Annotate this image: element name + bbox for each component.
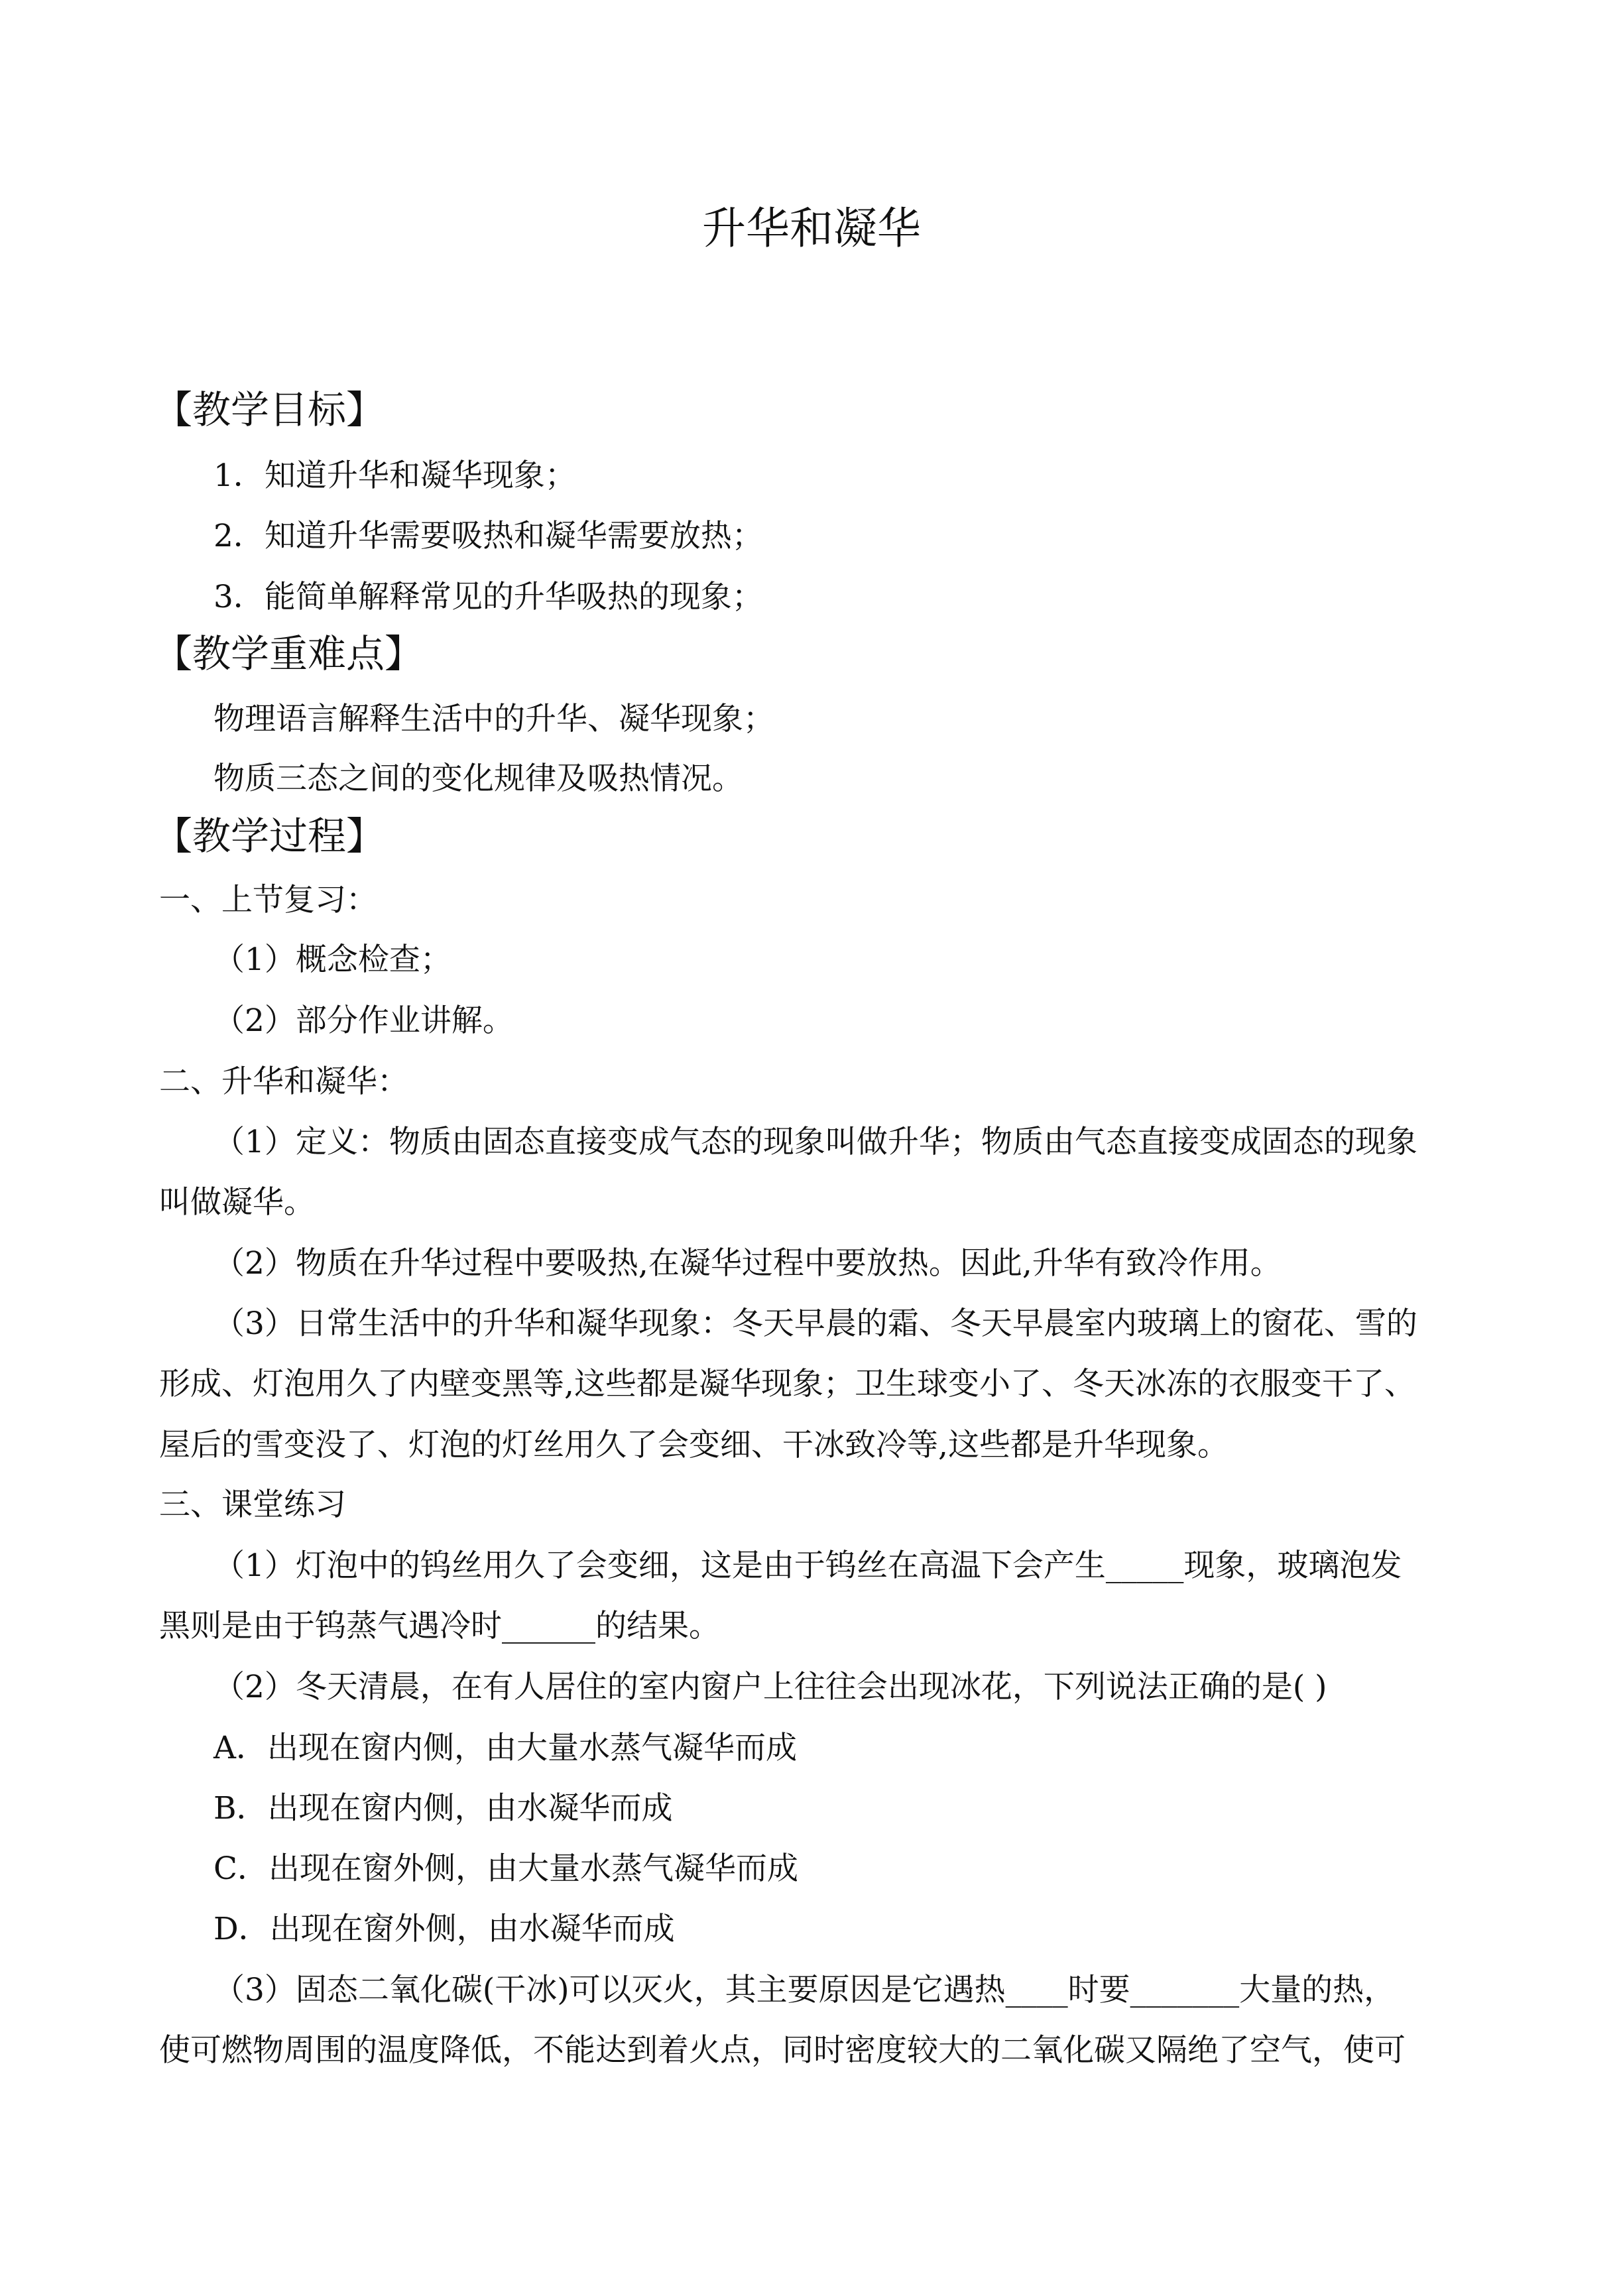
review-heading: 一、上节复习： [159,882,377,918]
key-point-2: 物质三态之间的变化规律及吸热情况。 [213,760,743,797]
goal-item-1: 1．知道升华和凝华现象； [213,457,576,494]
daily-phenomena-line-2: 形成、灯泡用久了内壁变黑等,这些都是凝华现象；卫生球变小了、冬天冰冻的衣服变干了、 [159,1366,1415,1402]
heat-statement: （2）物质在升华过程中要吸热,在凝华过程中要放热。因此,升华有致冷作用。 [213,1245,1282,1282]
daily-phenomena-line-1: （3）日常生活中的升华和凝华现象：冬天早晨的霜、冬天早晨室内玻璃上的窗花、雪的 [213,1305,1417,1342]
practice-heading: 三、课堂练习 [159,1486,346,1523]
key-point-1: 物理语言解释生活中的升华、凝华现象； [213,701,774,737]
section-heading-process: 【教学过程】 [154,814,385,859]
page-title: 升华和凝华 [702,203,921,254]
definition-line-1: （1）定义：物质由固态直接变成气态的现象叫做升华；物质由气态直接变成固态的现象 [213,1124,1417,1160]
question-2-option-b: B．出现在窗内侧，由水凝华而成 [213,1790,673,1827]
daily-phenomena-line-3: 屋后的雪变没了、灯泡的灯丝用久了会变细、干冰致冷等,这些都是升华现象。 [159,1427,1229,1463]
question-1-line-2: 黑则是由于钨蒸气遇冷时______的结果。 [159,1608,720,1644]
goal-item-3: 3．能简单解释常见的升华吸热的现象； [213,579,763,615]
section-heading-key-points: 【教学重难点】 [154,631,424,676]
definition-line-2: 叫做凝华。 [159,1184,315,1221]
section-heading-goals: 【教学目标】 [154,387,385,432]
question-1-line-1: （1）灯泡中的钨丝用久了会变细，这是由于钨丝在高温下会产生_____现象，玻璃泡发 [213,1547,1402,1584]
goal-item-2: 2．知道升华需要吸热和凝华需要放热； [213,518,763,554]
question-2-option-d: D．出现在窗外侧，由水凝华而成 [213,1911,675,1947]
question-3-line-2: 使可燃物周围的温度降低，不能达到着火点，同时密度较大的二氧化碳又隔绝了空气，使可 [159,2032,1406,2069]
review-item-2: （2）部分作业讲解。 [213,1002,514,1039]
question-3-line-1: （3）固态二氧化碳(干冰)可以灭火，其主要原因是它遇热____时要_______大量的热， [213,1972,1396,2008]
question-2: （2）冬天清晨，在有人居住的室内窗户上往往会出现冰花，下列说法正确的是( ) [213,1669,1327,1705]
review-item-1: （1）概念检查； [213,941,451,978]
question-2-option-c: C．出现在窗外侧，由大量水蒸气凝华而成 [213,1850,798,1887]
sublimation-heading: 二、升华和凝华： [159,1063,408,1100]
question-2-option-a: A．出现在窗内侧，由大量水蒸气凝华而成 [213,1730,797,1766]
